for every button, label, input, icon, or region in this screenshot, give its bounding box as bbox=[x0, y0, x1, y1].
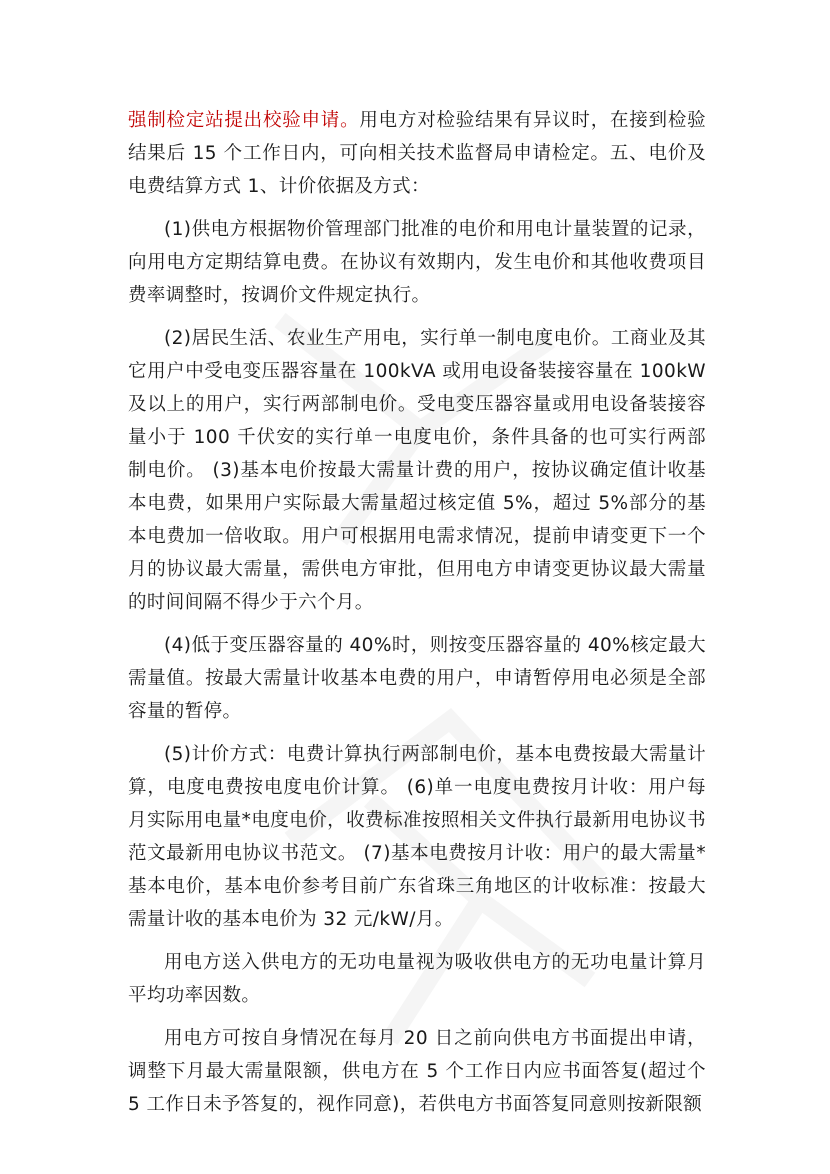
paragraph-4: (4)低于变压器容量的 40%时，则按变压器容量的 40%核定最大需量值。按最大需量计收基本电费的用户，申请暂停用电必须是全部容量的暂停。 bbox=[128, 635, 706, 722]
paragraph-6: 用电方送入供电方的无功电量视为吸收供电方的无功电量计算月平均功率因数。 bbox=[128, 952, 706, 1006]
document-body bbox=[128, 104, 706, 1131]
paragraph-2: (1)供电方根据物价管理部门批准的电价和用电计量装置的记录，向用电方定期结算电费。在协议有效期内，发生电价和其他收费项目费率调整时，按调价文件规定执行。 bbox=[128, 219, 706, 306]
paragraph-1 bbox=[128, 104, 706, 203]
paragraph-7: 用电方可按自身情况在每月 20 日之前向供电方书面提出申请，调整下月最大需量限额，供电方在 5 个工作日内应书面答复(超过个 5 工作日未予答复的，视作同意)，若供电方书面答复同意则按新限额 bbox=[128, 1028, 706, 1115]
paragraph-text: 用电方对检验结果有异议时，在接到检验结果后 15 个工作日内，可向相关技术监督局申请检定。五、电价及电费结算方式 1、计价依据及方式： bbox=[128, 110, 707, 197]
paragraph-5: (5)计价方式：电费计算执行两部制电价，基本电费按最大需量计算，电度电费按电度电价计算。 (6)单一电度电费按月计收：用户每月实际用电量*电度电价，收费标准按照相关文件执行最新用电协议书范文最新用电协议书范文。 (7)基本电费按月计收：用户的最大需量*基本电价，基本电价参考目前广东省珠三角地区的计收标准：按最大需量计收的基本电价为 32 元/kW/月。 bbox=[128, 744, 706, 930]
red-highlight-text: 强制检定站提出校验申请。 bbox=[128, 110, 360, 131]
paragraph-3: (2)居民生活、农业生产用电，实行单一制电度电价。工商业及其它用户中受电变压器容量在 100kVA 或用电设备装接容量在 100kW 及以上的用户，实行两部制电价。受电变压器容量或用电设备装接容量小于 100 千伏安的实行单一电度电价，条件具备的也可实行两部制电价。 (3)基本电价按最大需量计费的用户，按协议确定值计收基本电费，如果用户实际最大需量超过核定值 5%，超过 5%部分的基本电费加一倍收取。用户可根据用电需求情况，提前申请变更下一个月的协议最大需量，需供电方审批，但用电方申请变更协议最大需量的时间间隔不得少于六个月。 bbox=[128, 328, 706, 613]
